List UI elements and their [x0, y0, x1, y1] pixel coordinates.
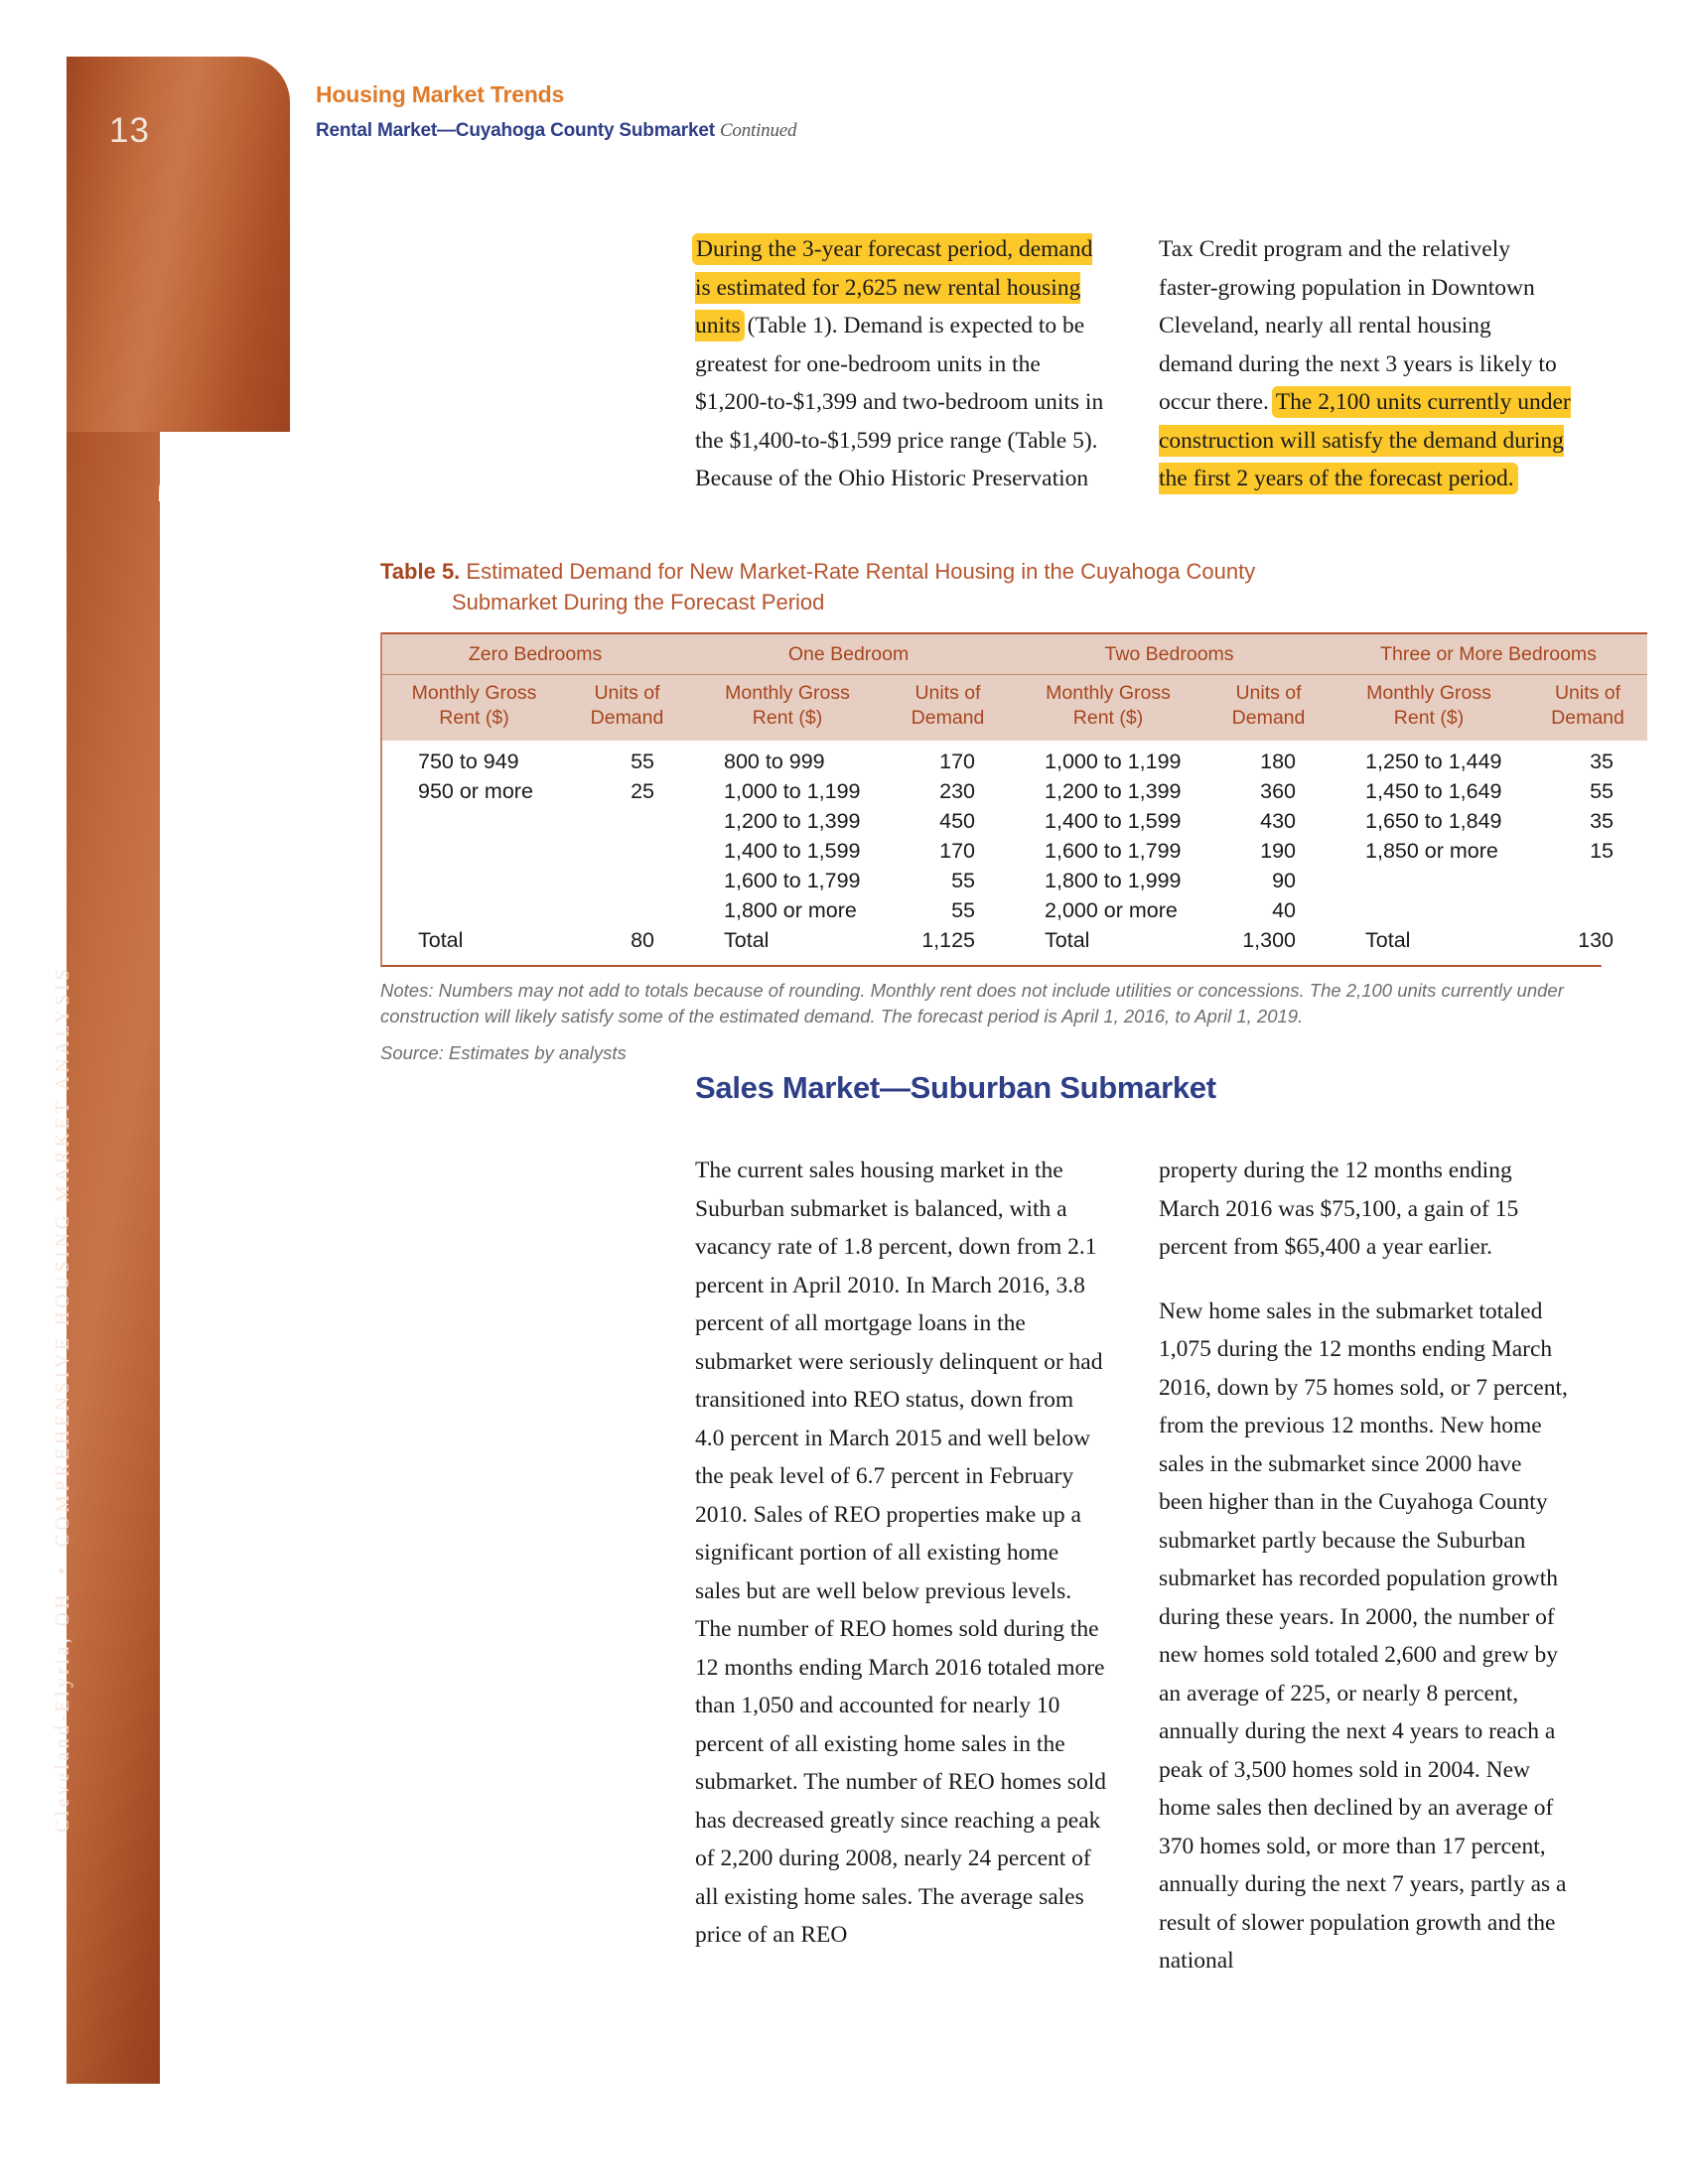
subheader-units-three	[1528, 675, 1647, 742]
cell-total-label: Total	[1330, 926, 1528, 966]
cell-rent	[382, 867, 566, 896]
intro-right-column	[1159, 230, 1571, 498]
cell-units: 55	[887, 896, 1009, 926]
cell-units	[566, 867, 688, 896]
sales-right-column	[1159, 1152, 1571, 1980]
table-caption	[380, 556, 1602, 617]
intro-left-column	[695, 230, 1107, 498]
cell-units	[566, 807, 688, 837]
cell-rent: 1,450 to 1,649	[1330, 777, 1528, 807]
sales-paragraph-left-1: The current sales housing market in the Suburban submarket is balanced, with a vacancy rate of 1.8 percent, down from 2.1 percent in April 2010. In March 2016, 3.8 percent of all mortgage loans in the submarket were seriously delinquent or had transitioned into REO status, down from 4.0 percent in March 2015 and well below the peak level of 6.7 percent in February 2010. Sales of REO properties make up a significant portion of all existing home sales but are well below previous levels. The number of REO homes sold during the 12 months ending March 2016 totaled more than 1,050 and accounted for nearly 10 percent of all existing home sales in the submarket. The number of REO homes sold has decreased greatly since reaching a peak of 2,200 during 2008, nearly 24 percent of all existing home sales. The average sales price of an REO	[695, 1158, 1107, 1948]
subheader-rent-line1: Monthly Gross	[725, 682, 850, 704]
cell-rent: 1,850 or more	[1330, 837, 1528, 867]
table-total-row	[382, 926, 1647, 966]
page-header	[316, 81, 796, 142]
table-label: Table 5.	[380, 559, 461, 584]
sales-paragraph-right-1: property during the 12 months ending March 2016 was $75,100, a gain of 15 percent from $65,400 a year earlier.	[1159, 1158, 1519, 1260]
cell-rent: 1,200 to 1,399	[688, 807, 887, 837]
cell-rent: 1,800 to 1,999	[1009, 867, 1207, 896]
section-heading-sales-market: Sales Market—Suburban Submarket	[695, 1070, 1216, 1105]
cell-units	[566, 896, 688, 926]
cell-rent: 2,000 or more	[1009, 896, 1207, 926]
table-row	[382, 896, 1647, 926]
table-body	[382, 741, 1647, 965]
cell-units: 430	[1207, 807, 1330, 837]
table-group-header-row	[382, 633, 1647, 675]
sidebar-report-title: COMPREHENSIVE HOUSING MARKET ANALYSIS	[53, 965, 73, 1548]
table-row	[382, 777, 1647, 807]
cell-total-value: 80	[566, 926, 688, 966]
group-header-one-bedroom: One Bedroom	[688, 633, 1009, 675]
table-source: Source: Estimates by analysts	[380, 1042, 627, 1063]
cell-units: 90	[1207, 867, 1330, 896]
intro-right-lead: Tax Credit program and the relatively faster-growing population in Downtown Cleveland, nearly all rental housing demand during the next 3 years is likely to occur there.	[1159, 236, 1557, 415]
table-5-block	[380, 556, 1624, 1064]
cell-units	[1528, 867, 1647, 896]
highlight-demand-estimate: During the 3-year forecast period, demand is estimated for 2,625 new rental housing units	[695, 236, 1093, 339]
subheader-rent-two	[1009, 675, 1207, 742]
intro-paragraph-right	[1159, 230, 1571, 498]
cell-rent: 1,600 to 1,799	[1009, 837, 1207, 867]
subheader-rent-line2: Rent ($)	[1393, 707, 1465, 729]
subheader-rent-line2: Rent ($)	[752, 707, 823, 729]
cell-rent	[382, 807, 566, 837]
table-caption-line1: Estimated Demand for New Market-Rate Rental Housing in the Cuyahoga County	[460, 559, 1256, 584]
subheader-rent-line1: Monthly Gross	[411, 682, 537, 704]
intro-paragraph-left	[695, 230, 1107, 498]
cell-units	[566, 837, 688, 867]
table-row	[382, 741, 1647, 777]
cell-rent: 1,600 to 1,799	[688, 867, 887, 896]
sales-left-column	[695, 1152, 1107, 1980]
cell-total-value: 1,125	[887, 926, 1009, 966]
cell-units: 190	[1207, 837, 1330, 867]
cell-rent: 800 to 999	[688, 741, 887, 777]
cell-rent: 1,000 to 1,199	[688, 777, 887, 807]
subheader-units-zero	[566, 675, 688, 742]
cell-units: 180	[1207, 741, 1330, 777]
cell-units: 25	[566, 777, 688, 807]
cell-rent: 1,000 to 1,199	[1009, 741, 1207, 777]
continued-label: Continued	[719, 120, 797, 141]
table-head	[382, 633, 1647, 741]
sidebar-separator-glyph: •	[53, 1564, 73, 1574]
subheader-units-line2: Demand	[590, 707, 664, 729]
cell-rent	[382, 837, 566, 867]
sidebar-location: Cleveland-Elyria, OH	[53, 1590, 73, 1833]
cell-units: 35	[1528, 807, 1647, 837]
table-row	[382, 837, 1647, 867]
highlight-units-under-construction: The 2,100 units currently under construction will satisfy the demand during the first 2 years of the forecast period.	[1159, 389, 1571, 491]
subheader-units-line1: Units of	[594, 682, 660, 704]
subheader-rent-line1: Monthly Gross	[1366, 682, 1491, 704]
cell-units: 450	[887, 807, 1009, 837]
group-header-zero-bedrooms: Zero Bedrooms	[382, 633, 688, 675]
cell-rent: 1,650 to 1,849	[1330, 807, 1528, 837]
cell-units: 40	[1207, 896, 1330, 926]
cell-units: 55	[566, 741, 688, 777]
table-row	[382, 867, 1647, 896]
cell-rent: 1,400 to 1,599	[1009, 807, 1207, 837]
subheader-units-two	[1207, 675, 1330, 742]
cell-total-value: 1,300	[1207, 926, 1330, 966]
cell-rent: 1,800 or more	[688, 896, 887, 926]
cell-units: 35	[1528, 741, 1647, 777]
cell-units: 15	[1528, 837, 1647, 867]
cell-units: 170	[887, 837, 1009, 867]
sales-columns	[695, 1152, 1571, 1980]
cell-rent	[382, 896, 566, 926]
cell-rent: 1,200 to 1,399	[1009, 777, 1207, 807]
cell-total-label: Total	[382, 926, 566, 966]
cell-units: 230	[887, 777, 1009, 807]
sidebar-tab-corner-cutout	[159, 432, 290, 501]
sidebar-running-title	[53, 343, 74, 1833]
page-subtitle	[316, 120, 796, 142]
table-row	[382, 807, 1647, 837]
sales-paragraph-right-2: New home sales in the submarket totaled 1,075 during the 12 months ending March 2016, down by 75 homes sold, or 7 percent, from the previous 12 months. New home sales in the submarket since 2000 have been higher than in the Cuyahoga County submarket partly because the Suburban submarket has recorded population growth during these years. In 2000, the number of new homes sold totaled 2,600 and grew by an average of 225, or nearly 8 percent, annually during the next 4 years to reach a peak of 3,500 homes sold in 2004. New home sales then declined by an average of 370 homes sold, or more than 17 percent, annually during the next 7 years, partly as a result of slower population growth and the national	[1159, 1297, 1568, 1974]
table-frame	[380, 632, 1624, 967]
cell-total-value: 130	[1528, 926, 1647, 966]
group-header-three-or-more-bedrooms: Three or More Bedrooms	[1330, 633, 1647, 675]
subheader-rent-three	[1330, 675, 1528, 742]
cell-rent	[1330, 867, 1528, 896]
cell-units: 55	[887, 867, 1009, 896]
subheader-rent-one	[688, 675, 887, 742]
subheader-rent-zero	[382, 675, 566, 742]
subheader-rent-line1: Monthly Gross	[1046, 682, 1171, 704]
cell-units: 55	[1528, 777, 1647, 807]
sidebar-page-tab	[67, 57, 290, 432]
intro-columns	[695, 230, 1571, 498]
subheader-rent-line2: Rent ($)	[439, 707, 509, 729]
cell-rent: 950 or more	[382, 777, 566, 807]
subheader-units-line1: Units of	[914, 682, 981, 704]
table-5	[382, 632, 1647, 965]
page-number: 13	[109, 111, 150, 150]
cell-rent	[1330, 896, 1528, 926]
group-header-two-bedrooms: Two Bedrooms	[1009, 633, 1330, 675]
table-subheader-row	[382, 675, 1647, 742]
subheader-units-line1: Units of	[1235, 682, 1302, 704]
cell-rent: 1,250 to 1,449	[1330, 741, 1528, 777]
cell-units	[1528, 896, 1647, 926]
cell-total-label: Total	[1009, 926, 1207, 966]
subtitle-text: Rental Market—Cuyahoga County Submarket	[316, 120, 715, 141]
cell-rent: 750 to 949	[382, 741, 566, 777]
table-caption-line2: Submarket During the Forecast Period	[452, 590, 825, 614]
subheader-rent-line2: Rent ($)	[1072, 707, 1144, 729]
subheader-units-line1: Units of	[1554, 682, 1621, 704]
cell-total-label: Total	[688, 926, 887, 966]
cell-rent: 1,400 to 1,599	[688, 837, 887, 867]
sidebar-bullet-separator	[53, 1574, 73, 1591]
subheader-units-line2: Demand	[911, 707, 985, 729]
intro-left-rest: (Table 1). Demand is expected to be greatest for one-bedroom units in the $1,200-to-$1,399 and two-bedroom units in the $1,400-to-$1,599 price range (Table 5). Because of the Ohio Historic Preservation	[695, 313, 1104, 491]
cell-units: 170	[887, 741, 1009, 777]
page-title: Housing Market Trends	[316, 81, 565, 107]
cell-units: 360	[1207, 777, 1330, 807]
sidebar-spacer	[53, 1548, 73, 1565]
subheader-units-line2: Demand	[1231, 707, 1306, 729]
subheader-units-one	[887, 675, 1009, 742]
subheader-units-line2: Demand	[1551, 707, 1624, 729]
table-notes: Notes: Numbers may not add to totals because of rounding. Monthly rent does not include utilities or concessions. The 2,100 units currently under construction will likely satisfy some of the estimated demand. The forecast period is April 1, 2016, to April 1, 2019.	[380, 980, 1564, 1026]
